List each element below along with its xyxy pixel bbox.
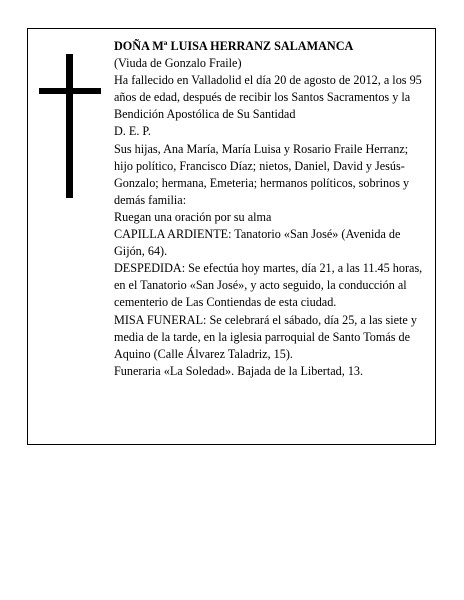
obituary-notice: [27, 28, 436, 445]
deceased-name: DOÑA Mª LUISA HERRANZ SALAMANCA: [114, 39, 354, 53]
prayer-request: Ruegan una oración por su alma: [114, 209, 272, 224]
chapel-info: CAPILLA ARDIENTE: Tanatorio «San José» (Avenida de Gijón, 64).: [114, 227, 401, 259]
widow-of-line: (Viuda de Gonzalo Fraile): [114, 56, 242, 71]
notice-text: [114, 38, 428, 380]
cross-icon: [39, 54, 101, 198]
farewell-info: DESPEDIDA: Se efectúa hoy martes, día 21, a las 11.45 horas, en el Tanatorio «San José», y acto seguido, la conducción al cementerio de Las Contiendas de esta ciudad.: [114, 261, 423, 310]
mass-info: MISA FUNERAL: Se celebrará el sábado, día 25, a las siete y media de la tarde, en la iglesia parroquial de Santo Tomás de Aquino (Calle Álvarez Taladriz, 15).: [114, 312, 417, 361]
death-announcement: Ha fallecido en Valladolid el día 20 de agosto de 2012, a los 95 años de edad, después de recibir los Santos Sacramentos y la Bendición Apostólica de Su Santidad: [114, 73, 422, 122]
funeral-home-info: Funeraria «La Soledad». Bajada de la Libertad, 13.: [114, 363, 364, 378]
rip-line: D. E. P.: [114, 124, 151, 139]
family-list: Sus hijas, Ana María, María Luisa y Rosario Fraile Herranz; hijo político, Francisco Díaz; nietos, Daniel, David y Jesús-Gonzalo; hermana, Emeteria; hermanos políticos, sobrinos y demás familia:: [114, 141, 410, 207]
